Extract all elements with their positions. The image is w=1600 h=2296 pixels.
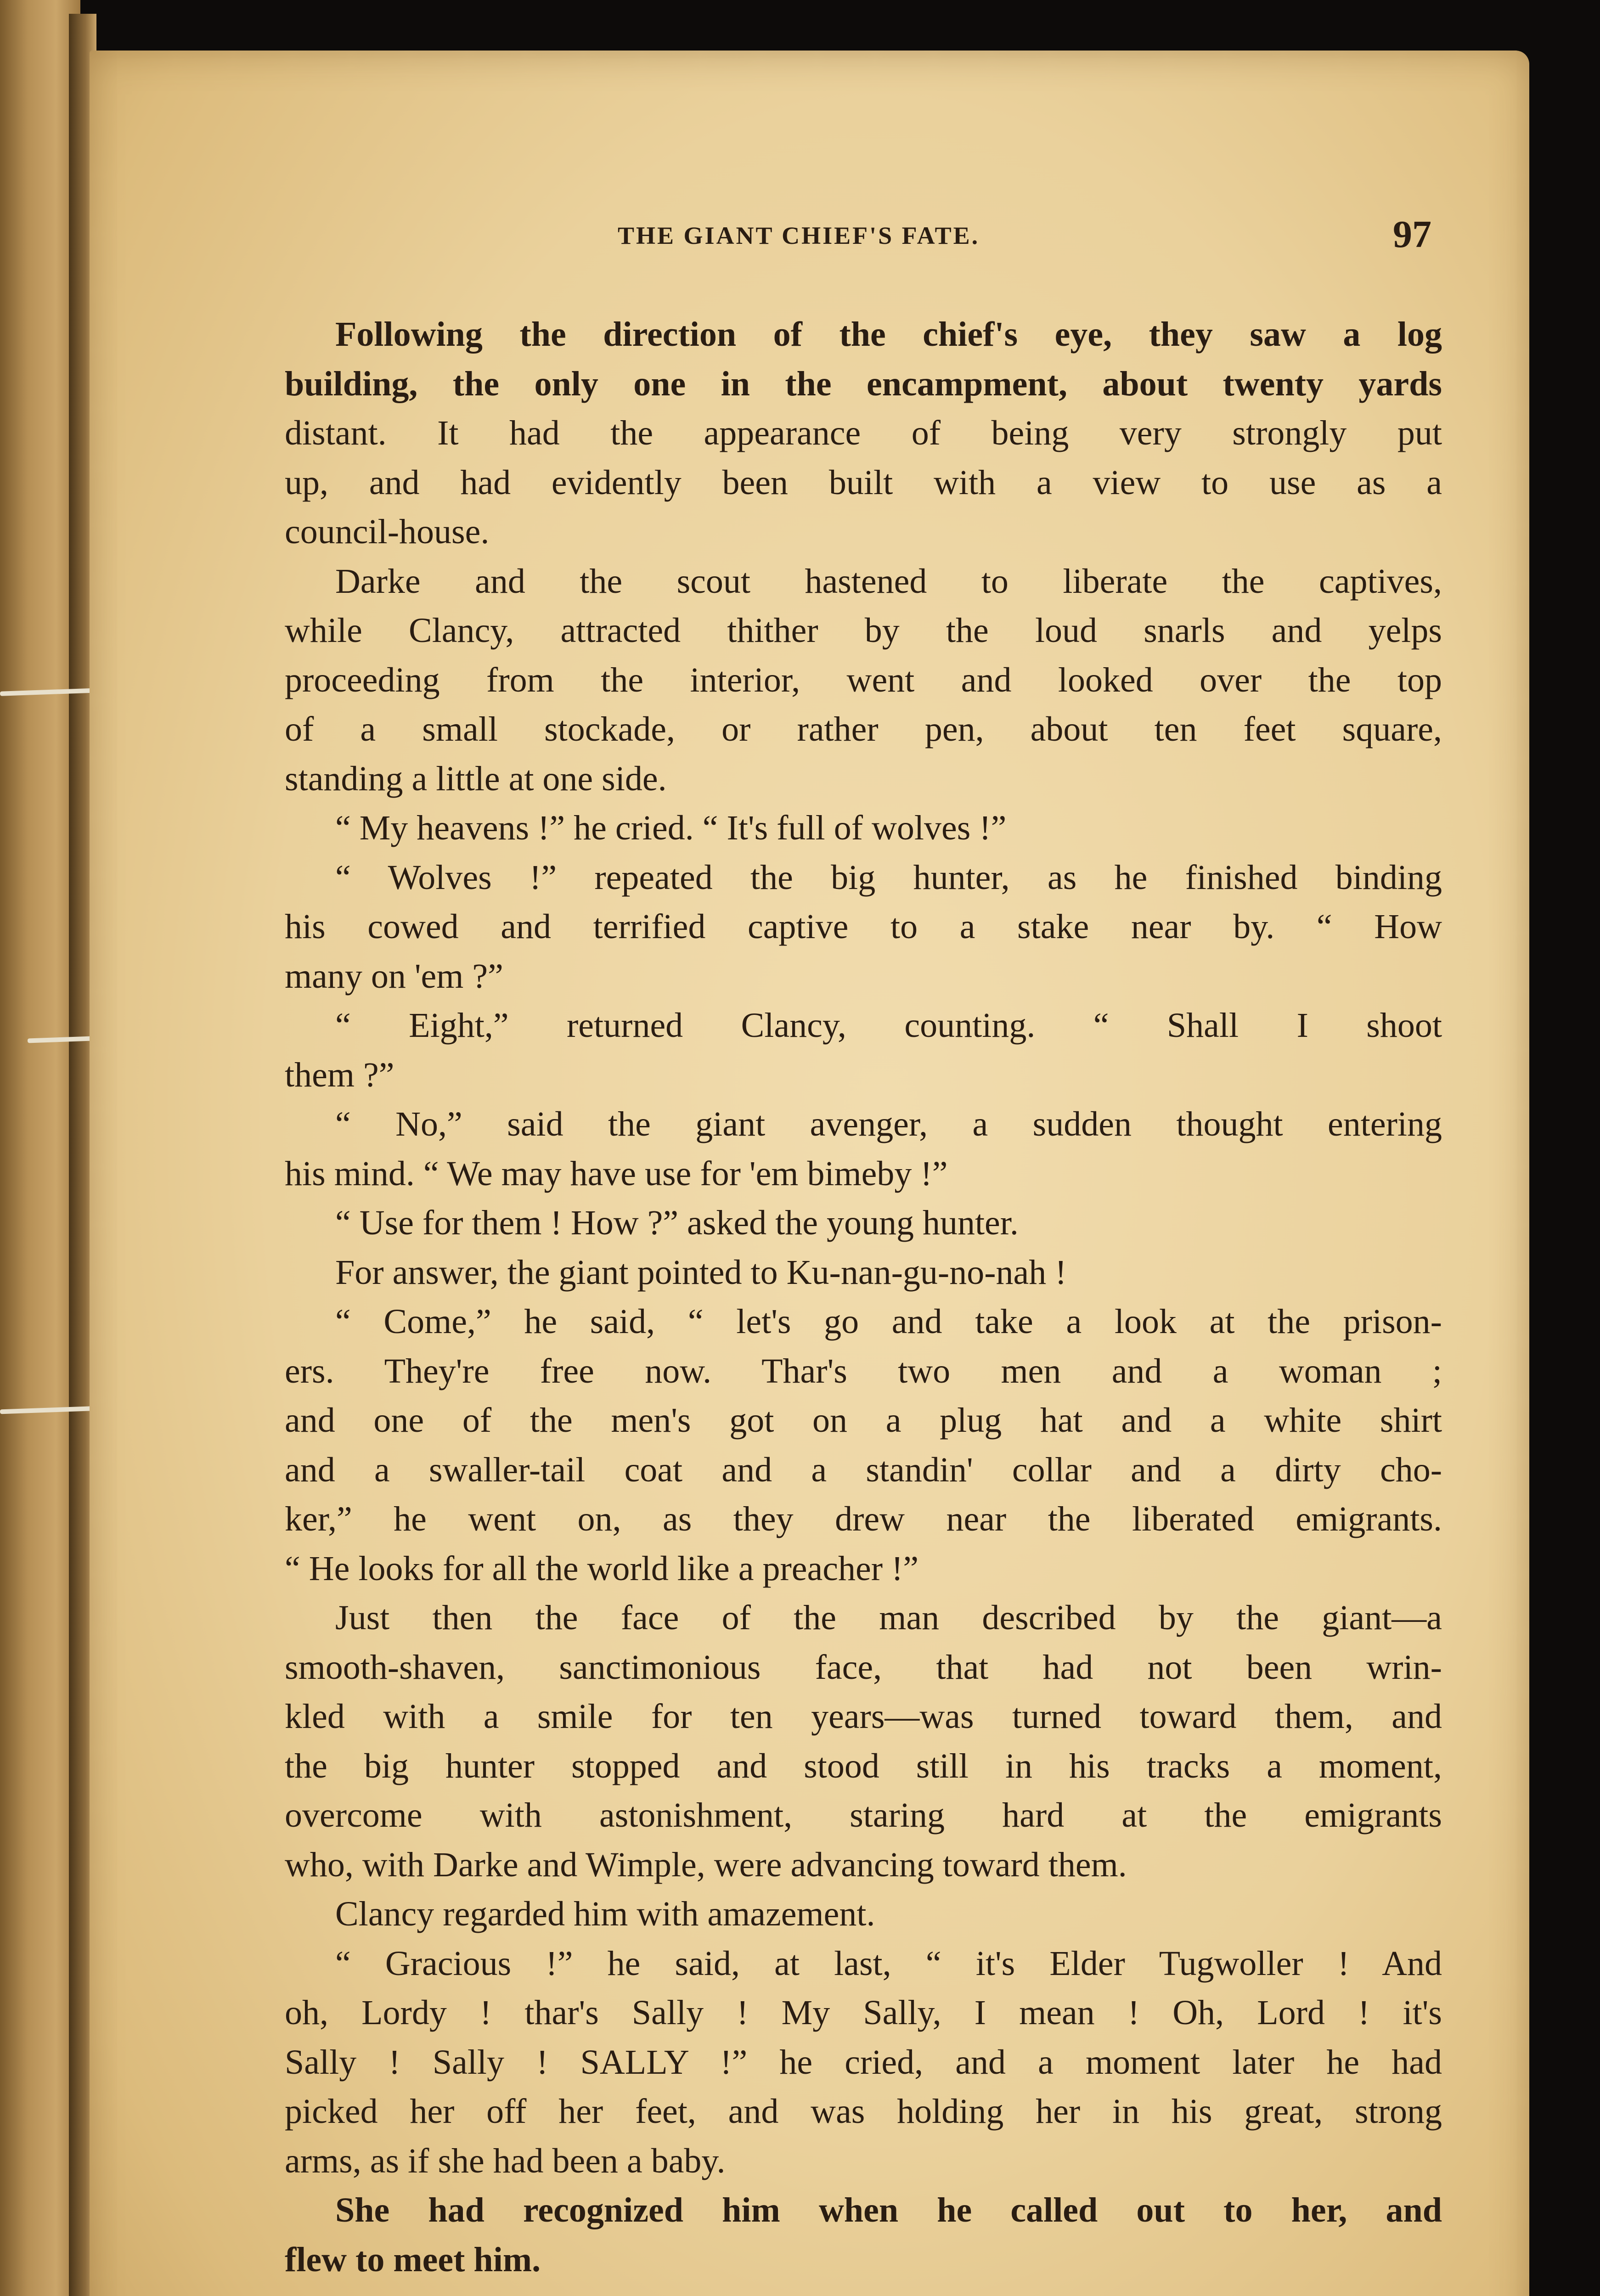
text-line: Sally ! Sally ! SALLY !” he cried, and a moment later he had — [285, 2043, 1442, 2082]
text-line: who, with Darke and Wimple, were advancing toward them. — [285, 1845, 1127, 1884]
text-line: flew to meet him. — [285, 2240, 541, 2279]
text-line: many on 'em ?” — [285, 957, 503, 996]
text-line: distant. It had the appearance of being very strongly put — [285, 414, 1442, 452]
text-line: oh, Lordy ! thar's Sally ! My Sally, I mean ! Oh, Lord ! it's — [285, 1993, 1442, 2032]
text-line: ker,” he went on, as they drew near the liberated emigrants. — [285, 1500, 1442, 1538]
text-line: and one of the men's got on a plug hat and a white shirt — [285, 1401, 1442, 1440]
text-line: “ Come,” he said, “ let's go and take a look at the prison- — [335, 1302, 1442, 1341]
text-line: “ My heavens !” he cried. “ It's full of wolves !” — [335, 809, 1007, 847]
text-line: kled with a smile for ten years—was turned toward them, and — [285, 1697, 1442, 1736]
facing-page-edge — [0, 0, 80, 2296]
text-line: standing a little at one side. — [285, 759, 667, 798]
text-line: “ Wolves !” repeated the big hunter, as he finished binding — [335, 858, 1442, 897]
text-line: Clancy regarded him with amazement. — [335, 1895, 875, 1933]
text-line: ers. They're free now. Thar's two men and a woman ; — [285, 1351, 1442, 1390]
text-line: For answer, the giant pointed to Ku-nan-gu-no-nah ! — [335, 1253, 1067, 1292]
text-line: “ He looks for all the world like a preacher !” — [285, 1549, 919, 1588]
text-line: and a swaller-tail coat and a standin' collar and a dirty cho- — [285, 1450, 1442, 1489]
text-line: council-house. — [285, 512, 490, 551]
text-line: them ?” — [285, 1055, 394, 1094]
text-line: overcome with astonishment, staring hard at the emigrants — [285, 1796, 1442, 1835]
text-line: the big hunter stopped and stood still in his tracks a moment, — [285, 1746, 1442, 1785]
page-number: 97 — [1393, 213, 1431, 256]
text-line: Darke and the scout hastened to liberate the captives, — [335, 562, 1442, 601]
text-line: “ Eight,” returned Clancy, counting. “ Shall I shoot — [335, 1006, 1442, 1045]
text-line: She had recognized him when he called out to her, and — [335, 2191, 1442, 2229]
running-title: THE GIANT CHIEF'S FATE. — [618, 222, 980, 249]
text-line: “ Use for them ! How ?” asked the young hunter. — [335, 1204, 1019, 1242]
page-body-text — [285, 310, 1442, 2285]
text-line: proceeding from the interior, went and looked over the top — [285, 660, 1442, 699]
text-line: smooth-shaven, sanctimonious face, that had not been wrin- — [285, 1648, 1442, 1687]
text-line: up, and had evidently been built with a view to use as a — [285, 463, 1442, 502]
text-line: Just then the face of the man described by the giant—a — [335, 1598, 1442, 1637]
book-page — [90, 51, 1529, 2296]
text-line: picked her off her feet, and was holding her in his great, strong — [285, 2092, 1442, 2131]
text-line: his cowed and terrified captive to a stake near by. “ How — [285, 907, 1442, 946]
text-line: Following the direction of the chief's eye, they saw a log — [335, 315, 1442, 354]
text-line: building, the only one in the encampment, about twenty yards — [285, 364, 1442, 403]
text-line: “ No,” said the giant avenger, a sudden thought entering — [335, 1105, 1442, 1143]
text-line: of a small stockade, or rather pen, about ten feet square, — [285, 710, 1442, 748]
text-line: his mind. “ We may have use for 'em bimeby !” — [285, 1154, 948, 1193]
text-line: while Clancy, attracted thither by the loud snarls and yelps — [285, 611, 1442, 650]
text-line: arms, as if she had been a baby. — [285, 2141, 726, 2180]
text-line: “ Gracious !” he said, at last, “ it's Elder Tugwoller ! And — [335, 1944, 1442, 1983]
